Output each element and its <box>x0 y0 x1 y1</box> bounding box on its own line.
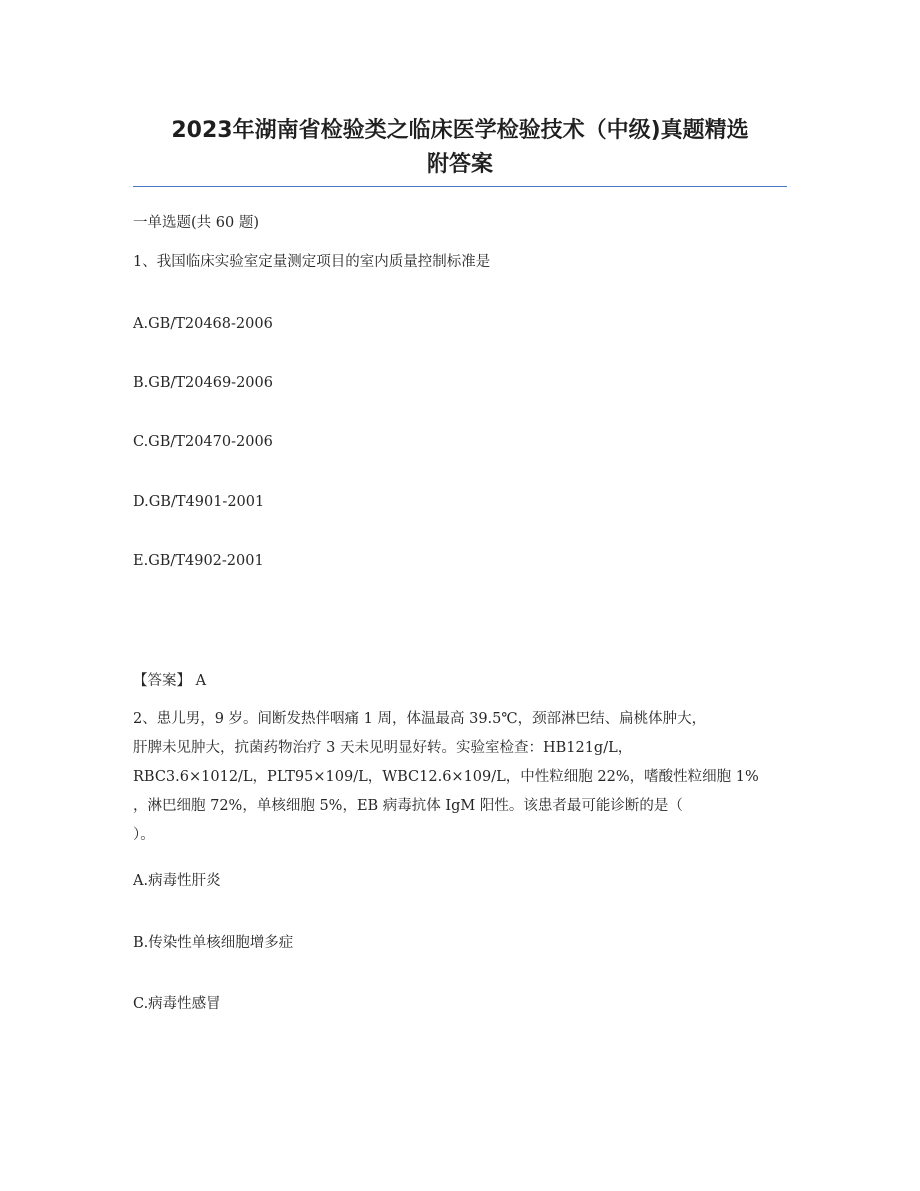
question-2-stem-line: 2、患儿男，9 岁。间断发热伴咽痛 1 周，体温最高 39.5℃，颈部淋巴结、扁桃体肿大， <box>133 711 707 727</box>
question-2-stem-line: RBC3.6×1012/L，PLT95×109/L，WBC12.6×109/L，中性粒细胞 22%，嗜酸性粒细胞 1% <box>133 769 759 785</box>
title-divider <box>133 186 787 187</box>
document-title <box>133 114 787 182</box>
question-1-option-a: A.GB/T20468-2006 <box>133 316 273 332</box>
question-2-stem-line: 肝脾未见肿大，抗菌药物治疗 3 天未见明显好转。实验室检查：HB121g/L， <box>133 740 633 756</box>
title-line-2: 附答案 <box>426 152 493 177</box>
question-2-stem-line: ，淋巴细胞 72%，单核细胞 5%，EB 病毒抗体 IgM 阳性。该患者最可能诊断的是（ <box>133 798 683 814</box>
question-1-option-b: B.GB/T20469-2006 <box>133 375 273 391</box>
question-2-stem <box>133 705 793 850</box>
question-2-option-a: A.病毒性肝炎 <box>133 873 221 889</box>
question-1-option-e: E.GB/T4902-2001 <box>133 553 264 569</box>
section-heading: 一单选题(共 60 题) <box>133 215 259 231</box>
question-2-stem-line: ）。 <box>133 827 155 843</box>
question-1-option-d: D.GB/T4901-2001 <box>133 494 265 510</box>
title-line-1: 2023年湖南省检验类之临床医学检验技术（中级)真题精选 <box>171 118 749 143</box>
question-1-answer: 【答案】 A <box>133 673 207 689</box>
question-1-stem: 1、我国临床实验室定量测定项目的室内质量控制标准是 <box>133 254 491 270</box>
question-1-option-c: C.GB/T20470-2006 <box>133 434 273 450</box>
question-2-option-b: B.传染性单核细胞增多症 <box>133 935 294 951</box>
question-2-option-c: C.病毒性感冒 <box>133 996 221 1012</box>
